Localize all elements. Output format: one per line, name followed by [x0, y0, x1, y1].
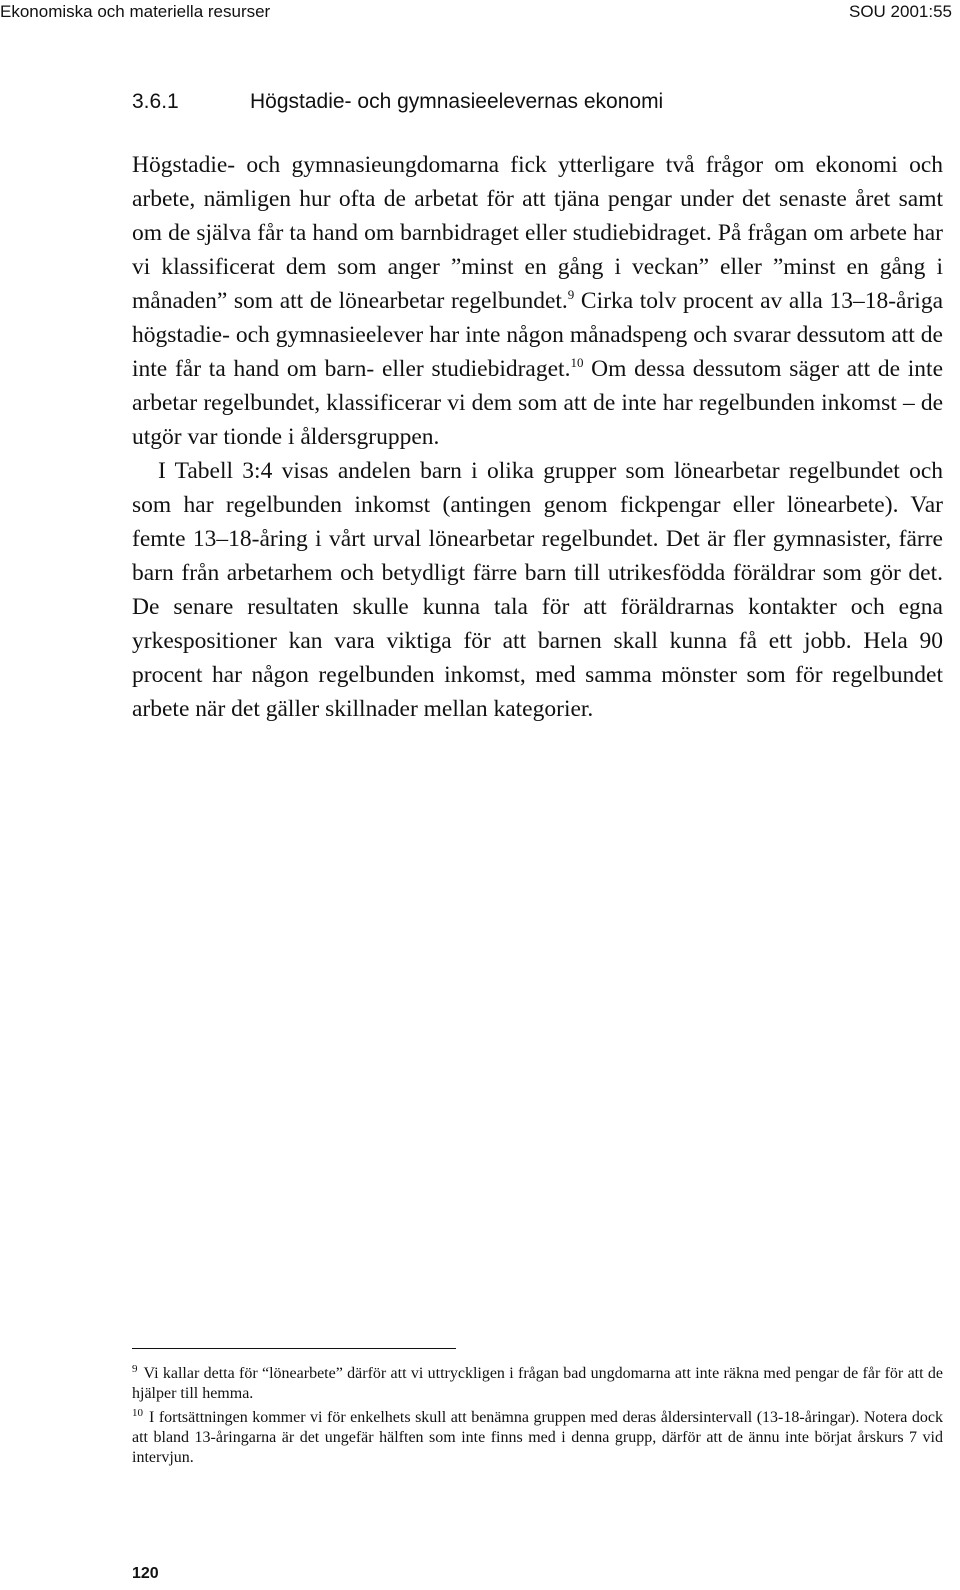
footnote-10: [132, 1408, 943, 1468]
footnote-10-number: 10: [132, 1407, 143, 1419]
section-number: 3.6.1: [132, 90, 179, 113]
footnote-ref-9: 9: [567, 287, 575, 302]
section-title: Högstadie- och gymnasieelevernas ekonomi: [250, 90, 664, 113]
footnote-10-text: I fortsättningen kommer vi för enkelhets skull att benämna gruppen med deras åldersintervall (13-18-åringar). Notera dock att bland 13-åringarna är det ungefär hälften som inte finns med i denna grupp, därför att de ännu inte börjat årskurs 7 vid intervjun.: [132, 1409, 943, 1466]
footnote-ref-10: 10: [570, 355, 584, 370]
paragraph-2: I Tabell 3:4 visas andelen barn i olika grupper som lönearbetar regelbundet och som har regelbunden inkomst (antingen genom fickpengar eller lönearbete). Var femte 13–18-åring i vårt urval lönearbetar regelbundet. Det är fler gymnasister, färre barn från arbetarhem och betydligt färre barn till utrikesfödda föräldrar som gör det. De senare resultaten skulle kunna tala för att föräldrarnas kontakter och egna yrkespositioner kan vara viktiga för att barnen skall kunna få ett jobb. Hela 90 procent har någon regelbunden inkomst, med samma mönster som för regelbundet arbete när det gäller skillnader mellan kategorier.: [132, 458, 943, 722]
footnote-divider: [132, 1348, 456, 1349]
running-header-document-id: SOU 2001:55: [848, 2, 952, 21]
paragraph-1-part-3: Om dessa dessutom säger att de inte arbetar regelbundet, klassificerar vi dem som att de inte har regelbunden inkomst – de utgör var tionde i åldersgruppen.: [132, 356, 943, 450]
footnotes: [132, 1364, 943, 1472]
footnote-9-number: 9: [132, 1363, 138, 1375]
footnote-9: [132, 1364, 943, 1404]
section-heading: [132, 90, 663, 114]
paragraph-1-part-1: Högstadie- och gymnasieungdomarna fick ytterligare två frågor om ekonomi och arbete, nämligen hur ofta de arbetat för att tjäna pengar under det senaste året samt om de själva får ta hand om barnbidraget eller studiebidraget. På frågan om arbete har vi klassificerat dem som anger ”minst en gång i veckan” eller ”minst en gång i månaden” som att de lönearbetar regelbundet.: [132, 152, 943, 314]
paragraph-1: [132, 148, 943, 454]
running-header-title: Ekonomiska och materiella resurser: [0, 2, 271, 21]
paragraph-1-part-2: Cirka tolv procent av alla 13–18-åriga högstadie- och gymnasieelever har inte någon månadspeng och svarar dessutom att de inte får ta hand om barn- eller studiebidraget.: [132, 288, 943, 382]
page-number: 120: [132, 1565, 159, 1582]
body-text: [132, 148, 943, 726]
footnote-9-text: Vi kallar detta för “lönearbete” därför att vi uttryckligen i frågan bad ungdomarna att inte räkna med pengar de får för att de hjälper till hemma.: [132, 1365, 943, 1402]
